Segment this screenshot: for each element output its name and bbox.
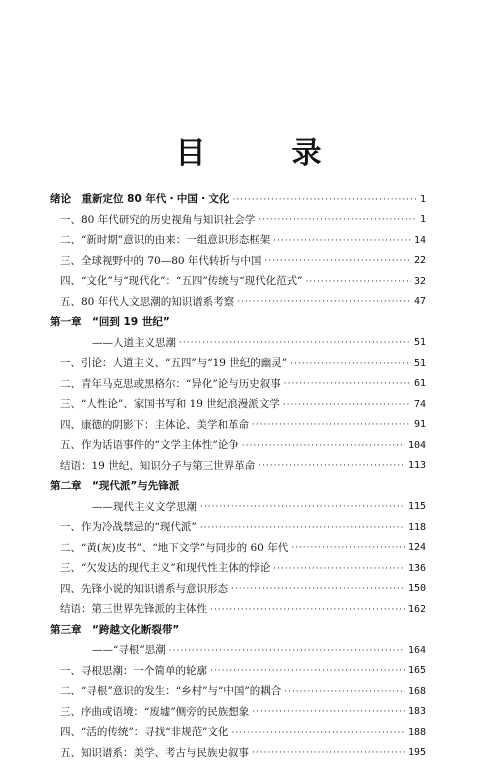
toc-entry (50, 410, 426, 431)
toc-entry-label: 结语：19 世纪、知识分子与第三世界革命 (60, 459, 256, 472)
toc-entry (50, 594, 426, 615)
toc-entry-label: 结语：第三世界先锋派的主体性 (60, 603, 207, 615)
toc-page-number: 51 (413, 357, 426, 369)
toc-entry-label: 一、80 年代研究的历史视角与知识社会学 (60, 213, 256, 226)
toc-entry (50, 205, 426, 226)
toc-page-number: 51 (413, 337, 426, 348)
toc-entry-label: 四、先锋小说的知识谱系与意识形态 (60, 582, 228, 595)
toc-entry-label: 一、作为冷战禁忌的“现代派” (60, 521, 197, 533)
toc-entry-label: 五、作为话语事件的“文学主体性”论争 (60, 439, 239, 451)
toc-heading (50, 615, 426, 636)
toc-entry (50, 266, 426, 287)
toc-entry (50, 553, 426, 574)
toc-entry-label: ——人道主义思潮 (92, 336, 176, 349)
toc-page-number: 150 (407, 583, 426, 594)
toc-page-number: 47 (413, 296, 426, 307)
leader-dots (258, 462, 405, 471)
toc-page-number: 168 (407, 685, 426, 697)
leader-dots (179, 339, 411, 348)
leader-dots (290, 360, 411, 369)
toc-heading (50, 307, 426, 328)
toc-entry-label: 第一章 “回到 19 世纪” (50, 316, 170, 328)
toc-page-number: 104 (407, 439, 426, 451)
toc-entry (50, 369, 426, 390)
toc-page-number: 1 (419, 214, 426, 225)
leader-dots (210, 606, 405, 615)
toc-page-number: 118 (407, 521, 426, 533)
leader-dots (231, 729, 404, 738)
toc-entry (50, 533, 426, 554)
toc-heading (50, 471, 426, 492)
leader-dots (264, 257, 411, 266)
toc-entry (50, 635, 426, 656)
toc-entry (50, 451, 426, 472)
leader-dots (232, 196, 417, 205)
leader-dots (237, 298, 411, 307)
toc-entry-label: 二、“黄(灰)皮书”、“地下文学”与同步的 60 年代 (60, 541, 289, 554)
leader-dots (210, 667, 405, 676)
toc-entry-label: 一、引论：人道主义、“五四”与“19 世纪的幽灵” (60, 357, 288, 369)
toc-entry (50, 348, 426, 369)
leader-dots (200, 524, 405, 533)
toc-entry-label: 三、全球视野中的 70—80 年代转折与中国 (60, 254, 262, 267)
toc-entry-label: 四、“活的传统”：寻找“非规范”文化 (60, 726, 229, 738)
toc-entry (50, 246, 426, 267)
toc-page-number: 22 (413, 255, 426, 266)
leader-dots (252, 708, 405, 717)
toc-entry-label: 三、“人性论”、家国书写和 19 世纪浪漫派文学 (60, 398, 280, 410)
toc-entry (50, 287, 426, 308)
toc-entry (50, 430, 426, 451)
toc-entry (50, 574, 426, 595)
toc-entry (50, 738, 426, 759)
toc-entry (50, 697, 426, 718)
toc-page-number: 14 (413, 234, 426, 246)
toc-entry-label: ——“寻根”思潮 (92, 644, 166, 656)
leader-dots (242, 442, 405, 451)
leader-dots (231, 585, 405, 594)
toc-heading (50, 184, 426, 205)
leader-dots (252, 749, 405, 758)
toc-entry (50, 512, 426, 533)
toc-entry (50, 225, 426, 246)
toc-entry-label: 五、80 年代人文思潮的知识谱系考察 (60, 295, 235, 308)
toc-page-number: 1 (419, 193, 426, 205)
toc-page-number: 113 (407, 460, 426, 471)
toc-page-number: 61 (413, 378, 426, 389)
toc-page-number: 91 (413, 419, 426, 430)
page-title: 目 录 (175, 136, 350, 171)
toc-entry (50, 492, 426, 513)
leader-dots (284, 380, 411, 389)
toc-entry (50, 656, 426, 677)
toc-entry (50, 328, 426, 349)
leader-dots (273, 237, 411, 246)
toc-page-number: 164 (407, 644, 426, 656)
leader-dots (273, 565, 405, 574)
toc-entry-label: 三、“欠发达的现代主义”和现代性主体的悖论 (60, 562, 271, 574)
toc-page-number: 195 (407, 747, 426, 758)
toc-entry (50, 717, 426, 738)
toc-entry (50, 676, 426, 697)
toc-entry-label: 二、“寻根”意识的发生：“乡村”与“中国”的耦合 (60, 685, 282, 697)
toc-page-number: 32 (413, 275, 426, 287)
toc-entry-label: 第三章 “跨越文化断裂带” (50, 623, 180, 636)
table-of-contents (50, 184, 426, 758)
toc-entry-label: 三、序曲或语境：“废墟”侧旁的民族想象 (60, 705, 250, 718)
toc-entry-label: 绪论 重新定位 80 年代・中国・文化 (50, 193, 230, 205)
toc-entry-label: ——现代主义文学思潮 (92, 500, 197, 513)
leader-dots (169, 647, 405, 656)
leader-dots (200, 503, 405, 512)
toc-entry-label: 二、“新时期”意识的由来：一组意识形态框架 (60, 234, 271, 246)
leader-dots (291, 544, 405, 553)
toc-entry-label: 四、康德的阴影下：主体论、美学和革命 (60, 418, 249, 431)
toc-entry (50, 389, 426, 410)
toc-page-number: 136 (407, 562, 426, 574)
toc-entry-label: 四、“文化”与“现代化”：“五四”传统与“现代化范式” (60, 275, 303, 287)
toc-entry-label: 第二章 “现代派”与先锋派 (50, 480, 180, 492)
toc-entry-label: 二、青年马克思或黑格尔：“异化”论与历史叙事 (60, 377, 281, 390)
toc-entry-label: 一、寻根思潮：一个简单的轮廓 (60, 664, 207, 677)
leader-dots (305, 278, 411, 287)
toc-page-number: 165 (407, 665, 426, 676)
leader-dots (258, 216, 417, 225)
toc-page-number: 162 (407, 603, 426, 615)
toc-entry-label: 五、知识谱系：美学、考古与民族史叙事 (60, 746, 249, 759)
toc-page-number: 124 (407, 542, 426, 553)
toc-page-number: 188 (407, 726, 426, 738)
leader-dots (252, 421, 411, 430)
toc-page-number: 183 (407, 706, 426, 717)
toc-page-number: 74 (413, 398, 426, 410)
toc-page-number: 115 (407, 501, 426, 512)
leader-dots (284, 688, 405, 697)
leader-dots (283, 401, 411, 410)
